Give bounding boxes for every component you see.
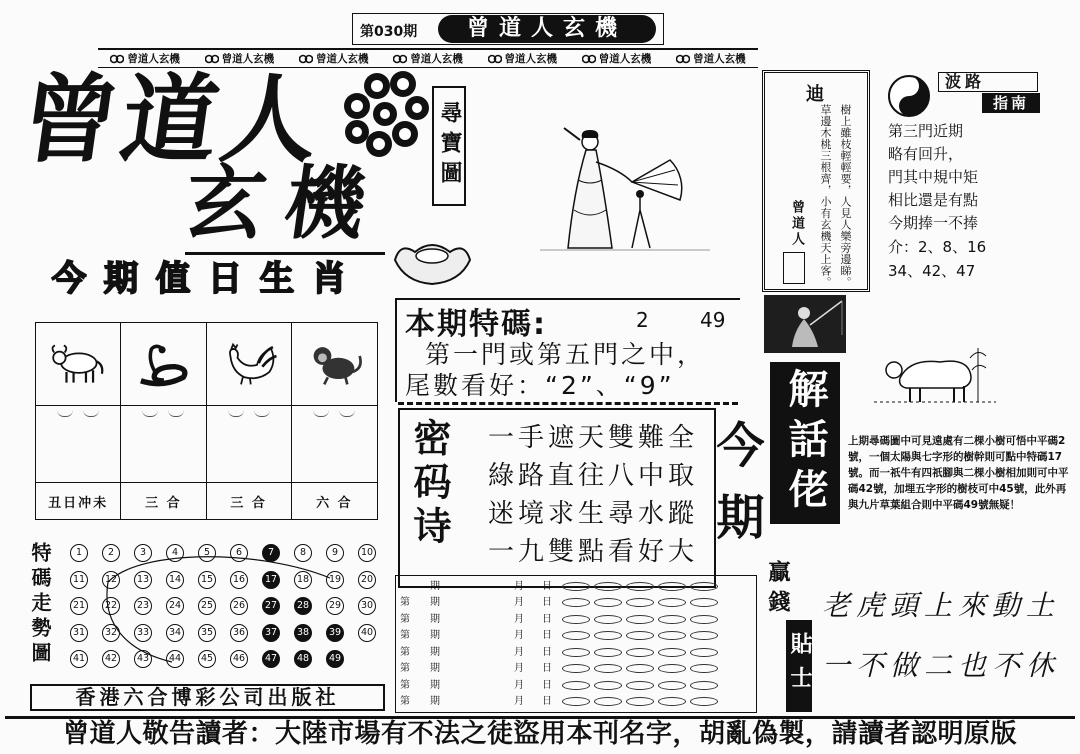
number-ball: 32 [102,624,120,642]
interpreter-paragraph: 上期尋碼圖中可見遠處有二棵小樹可悟中平碼2號，一個太陽與七字形的樹幹則可點中特碼17號。而一祇牛有四祇腳與二棵小樹相加則可中平碼42號，加埋五字形的樹枝可中45號，此外再與九片草葉組合則中平碼49號無疑！ [848,435,1069,511]
number-ball: 17 [262,571,280,589]
result-oval [690,648,718,657]
result-oval [626,631,654,640]
treasure-map-label: 尋寶圖 [437,101,462,191]
table-row [396,628,756,643]
result-oval [562,664,590,673]
yin-yang-icon [887,74,931,118]
masthead-title-line2: 玄機 [178,157,392,250]
zodiac-cell [121,323,206,406]
result-oval [594,697,622,706]
result-oval [626,598,654,607]
strip-text: 曾道人玄機 [504,53,558,65]
riddle-column-right: 樹上雖枝輕輕要，人見人樂旁邊睇。 [839,104,852,288]
zodiac-table [35,322,378,520]
number-ball: 21 [70,597,88,615]
masthead-title-line1: 曾道人 [14,64,330,176]
ring-logo-icon [488,54,502,64]
row-month: 月 [514,597,524,609]
number-ball: 38 [294,624,312,642]
row-label: 第 [400,663,410,675]
strip-item [393,51,463,66]
number-ball: 9 [326,544,344,562]
zodiac-cell [207,323,292,406]
number-ball: 24 [166,597,184,615]
table-row [396,661,756,676]
table-row [396,678,756,693]
row-month: 月 [514,696,524,708]
number-ball: 40 [358,624,376,642]
notice-banner: 曾道人敬告讀者：大陸市場有不法之徒盜用本刊名字，胡亂偽製，請讀者認明原版 [5,716,1075,750]
result-oval [626,697,654,706]
result-oval [594,582,622,591]
row-unit: 期 [430,580,440,592]
result-oval [690,681,718,690]
snake-icon [132,341,194,387]
row-unit: 期 [430,630,440,642]
table-row [396,612,756,627]
wave-guide-title: 波路 [938,72,1038,92]
number-ball: 29 [326,597,344,615]
row-unit: 期 [430,663,440,675]
fisherman-illustration [764,295,846,353]
number-ball: 26 [230,597,248,615]
riddle-author: 曾道人 [789,200,804,248]
number-ball: 45 [198,650,216,668]
result-oval [658,598,686,607]
number-ball: 5 [198,544,216,562]
result-oval [562,582,590,591]
publisher-label: 香港六合博彩公司出版社 [30,684,385,711]
result-oval [690,664,718,673]
number-ball: 1 [70,544,88,562]
number-ball: 18 [294,571,312,589]
secret-poem-title: 密码诗 [407,418,451,550]
treasure-map-tag [432,86,466,206]
table-row [396,645,756,660]
strip-text: 曾道人玄機 [315,53,369,65]
tips-line-2: 一不做二也不休 [822,651,1061,682]
poem-line: 一九雙點看好大 [488,537,699,567]
zodiac-blank-cell [36,406,121,483]
number-ball: 35 [198,624,216,642]
cow-and-trees-illustration [870,328,1000,406]
poem-line: 一手遮天雙難全 [488,423,699,453]
row-day: 日 [542,679,552,691]
number-ball: 33 [134,624,152,642]
row-unit: 期 [430,646,440,658]
result-oval [626,615,654,624]
row-label: 第 [400,696,410,708]
result-oval [658,697,686,706]
result-oval [658,681,686,690]
result-oval [658,648,686,657]
number-ball: 34 [166,624,184,642]
result-oval [658,582,686,591]
number-ball: 19 [326,571,344,589]
header-title: 曾道人玄機 [438,15,656,43]
dashed-divider [398,402,738,405]
result-oval [626,582,654,591]
result-oval [626,648,654,657]
zodiac-blank-cell [292,406,377,483]
number-ball: 37 [262,624,280,642]
ox-icon [47,341,109,387]
wave-guide-line: 第三門近期 [888,122,964,140]
row-month: 月 [514,646,524,658]
number-ball: 44 [166,650,184,668]
result-oval [690,615,718,624]
zodiac-label: 丑日冲未 [36,483,121,519]
number-ball: 23 [134,597,152,615]
number-ball: 43 [134,650,152,668]
rooster-icon [218,341,280,387]
number-ball: 12 [102,571,120,589]
special-number-label: 本期特碼: [405,307,547,342]
row-month: 月 [514,613,524,625]
tips-title-a: 贏錢 [765,560,790,620]
row-day: 日 [542,630,552,642]
number-ball: 46 [230,650,248,668]
result-oval [594,598,622,607]
zodiac-blank-cell [207,406,292,483]
special-number-2: 49 [700,308,726,332]
strip-item [582,51,652,66]
coin-rings-logo-icon [335,70,430,165]
ring-logo-icon [205,54,219,64]
row-label: 第 [400,597,410,609]
number-ball: 11 [70,571,88,589]
strip-text: 曾道人玄機 [221,53,275,65]
table-row [396,579,756,594]
strip-item [488,51,558,66]
row-label: 第 [400,646,410,658]
number-ball: 28 [294,597,312,615]
number-ball: 6 [230,544,248,562]
result-oval [594,681,622,690]
number-ball: 36 [230,624,248,642]
result-oval [626,664,654,673]
result-oval [594,631,622,640]
result-oval [594,664,622,673]
riddle-heading: 迪 [806,84,824,105]
row-unit: 期 [430,613,440,625]
row-day: 日 [542,696,552,708]
number-ball: 30 [358,597,376,615]
ring-logo-icon [299,54,313,64]
number-ball: 39 [326,624,344,642]
result-oval [626,681,654,690]
ring-logo-icon [393,54,407,64]
wave-guide-line: 門其中規中矩 [888,168,979,186]
zodiac-blank-cell [121,406,206,483]
zodiac-cell [36,323,121,406]
result-oval [594,615,622,624]
row-label: 第 [400,613,410,625]
special-number-1: 2 [636,308,649,332]
number-ball: 2 [102,544,120,562]
seal-stamp [783,252,805,284]
strip-text: 曾道人玄機 [598,53,652,65]
result-oval [594,648,622,657]
table-row [396,595,756,610]
row-month: 月 [514,580,524,592]
strip-item [676,51,746,66]
result-oval [658,631,686,640]
tips-title-b: 貼士 [787,632,812,700]
row-day: 日 [542,663,552,675]
result-oval [690,598,718,607]
number-ball: 15 [198,571,216,589]
strip-text: 曾道人玄機 [410,53,463,65]
result-oval [690,697,718,706]
result-oval [562,615,590,624]
result-oval [562,598,590,607]
lady-with-fan-illustration [520,110,720,255]
row-unit: 期 [430,696,440,708]
interpreter-title: 解話佬 [782,368,828,518]
poem-line: 綠路直往八中取 [488,461,699,491]
poem-line: 迷境求生尋水蹤 [488,499,699,529]
row-month: 月 [514,663,524,675]
trend-title: 特碼走勢圖 [28,542,52,667]
result-oval [562,631,590,640]
wave-guide-line: 相比還是有點 [888,191,979,209]
row-label: 第 [400,630,410,642]
result-oval [562,648,590,657]
zodiac-label: 六 合 [316,495,353,511]
tips-title-box [786,620,812,712]
strip-text: 曾道人玄機 [127,53,180,65]
number-ball: 48 [294,650,312,668]
zodiac-label: 三 合 [207,483,292,519]
number-ball: 20 [358,571,376,589]
row-day: 日 [542,597,552,609]
number-ball: 4 [166,544,184,562]
number-ball: 8 [294,544,312,562]
tips-line-1: 老虎頭上來動土 [822,591,1061,622]
trend-line [62,540,382,672]
zodiac-title: 今期值日生肖 [52,259,364,299]
number-ball: 10 [358,544,376,562]
result-oval [690,582,718,591]
result-oval [658,664,686,673]
divider [185,252,385,255]
wave-guide-line: 介：2、8、16 [888,238,987,256]
crescent-moon-icon [722,302,742,332]
row-day: 日 [542,613,552,625]
ring-logo-icon [582,54,596,64]
row-day: 日 [542,646,552,658]
number-ball: 49 [326,650,344,668]
wave-guide-line: 今期捧一不捧 [888,214,979,232]
this-issue-label: 今期 [708,420,764,564]
table-row [396,694,756,709]
number-ball: 42 [102,650,120,668]
wave-guide-subtitle: 指南 [982,93,1040,113]
riddle-column-left: 草邊木桃三根齊，小有玄機天上客。 [819,104,832,288]
zodiac-cell [292,323,377,406]
result-oval [562,697,590,706]
draw-record-table [395,575,757,713]
monkey-icon [303,341,365,387]
number-ball: 41 [70,650,88,668]
row-label: 第 [400,679,410,691]
row-unit: 期 [430,597,440,609]
number-ball: 7 [262,544,280,562]
number-ball: 27 [262,597,280,615]
row-day: 日 [542,580,552,592]
number-ball: 14 [166,571,184,589]
number-ball: 47 [262,650,280,668]
result-oval [658,615,686,624]
result-oval [690,631,718,640]
number-ball: 13 [134,571,152,589]
row-month: 月 [514,679,524,691]
ring-logo-icon [110,54,124,64]
row-month: 月 [514,630,524,642]
number-ball: 3 [134,544,152,562]
number-ball: 31 [70,624,88,642]
strip-text: 曾道人玄機 [693,53,746,65]
result-oval [562,681,590,690]
ring-logo-icon [676,54,690,64]
special-number-hint-2: 尾數看好：“2”、“9” [405,371,675,400]
special-number-hint-1: 第一門或第五門之中， [425,340,706,369]
wave-guide-line: 略有回升， [888,145,964,163]
row-unit: 期 [430,679,440,691]
number-ball: 16 [230,571,248,589]
interpreter-title-box [770,362,840,524]
issue-number: 第030期 [360,24,418,40]
number-ball: 22 [102,597,120,615]
number-ball: 25 [198,597,216,615]
zodiac-label: 三 合 [121,483,206,519]
gold-ingot-icon [390,232,475,287]
wave-guide-line: 34、42、47 [888,262,976,280]
